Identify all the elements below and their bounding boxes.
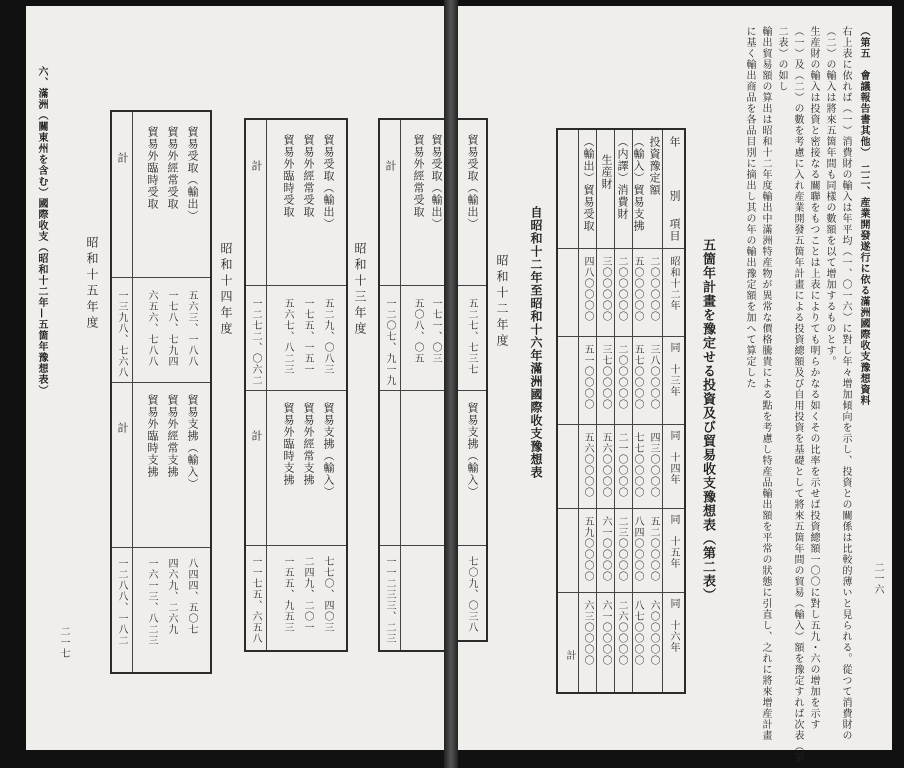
payment-value-1: 八四四、五〇七 — [186, 558, 197, 635]
cell-s15-investment: 五二〇〇〇〇 — [648, 516, 659, 582]
payment-value-2: 四六九、二六九 — [166, 558, 177, 635]
row-label-import: （輸入）貿易支拂 — [632, 136, 645, 232]
cell-s12-import: 五〇〇〇〇〇 — [632, 256, 643, 322]
cell-s12-export: 四八〇〇〇〇 — [582, 256, 593, 322]
cell-s13-investment: 三八〇〇〇〇 — [648, 344, 659, 410]
cell-s15-consumer: 二三〇〇〇〇 — [616, 516, 627, 582]
payment-label-1: 貿易支拂（輸入） — [322, 402, 335, 498]
cell-s13-consumer: 二〇〇〇〇〇 — [616, 344, 627, 410]
receipt-value: 五二七、七三七 — [466, 298, 477, 375]
cell-s14-investment: 四三〇〇〇〇 — [648, 432, 659, 498]
col-header-s14: 同 十四年 — [668, 430, 679, 485]
col-header-s13: 同 十三年 — [668, 342, 679, 397]
investment-trade-table — [556, 128, 686, 694]
receipt-total: 一三九八、七六八 — [116, 290, 127, 378]
payment-total-label: 計 — [250, 430, 263, 442]
col-header-s15: 同 十五年 — [668, 514, 679, 569]
corner-top: 年 — [668, 136, 681, 148]
paragraph-line-3: 生産財の輸入は投資と密接なる關聯をもつことは上表によりても明らかなる如くその比率を示せば投資總額一〇〇に對し五九・六の增加を示す — [808, 26, 819, 730]
cell-s16-producer: 六一〇〇〇〇 — [600, 600, 611, 666]
table-showa14 — [244, 118, 348, 652]
receipt-value-1: 五二九、〇八三 — [322, 298, 333, 375]
payment-label-2: 貿易外經常支拂 — [302, 402, 315, 486]
table-showa15 — [110, 110, 212, 674]
cell-s16-export: 六三〇〇〇〇 — [582, 600, 593, 666]
corner-bottom: 項目 — [668, 218, 681, 242]
cell-s14-export: 五六〇〇〇〇 — [582, 432, 593, 498]
paragraph-line-6: 輸出貿易額の算出は昭和十二年度輸出中滿洲特産物が異常な價格騰貴による點を考慮し特産品輸出額を平常の狀態に引直し、之れに將來增産計畫 — [760, 26, 771, 741]
cell-s13-import: 五七〇〇〇〇 — [632, 344, 643, 410]
receipt-label-2: 貿易外經常受取 — [166, 126, 179, 210]
paragraph-line-4: （一）及（二）の數を考慮に入れ産業開發五箇年計畫による投資總額及び自用投資を基礎として將來五箇年間の貿易（輸入）額を豫定すれば次表（第 — [792, 26, 803, 763]
payment-total: 一二八八、一八二 — [116, 558, 127, 646]
receipt-total-label: 計 — [116, 152, 129, 164]
payment-value-1: 七七〇、四〇三 — [322, 556, 333, 633]
corner-mid: 別 — [668, 190, 681, 202]
receipt-label-2: 貿易外經常受取 — [412, 134, 425, 218]
table-showa13 — [378, 118, 446, 652]
col-header-s16: 同 十六年 — [668, 598, 679, 653]
payment-label-3: 貿易外臨時支拂 — [146, 394, 159, 478]
cell-s15-import: 八四〇〇〇〇 — [632, 516, 643, 582]
receipt-value-3: 五六七、八二三 — [282, 298, 293, 375]
row-label-producer: 生産財 — [600, 154, 613, 190]
year-label-showa15: 昭和十五年度 — [85, 236, 99, 332]
paragraph-line-5: 二表）の如し — [776, 26, 787, 92]
table3-title: 自昭和十二年至昭和十六年滿洲國際收支豫想表 — [529, 206, 543, 479]
payment-label-2: 貿易外經常支拂 — [166, 394, 179, 478]
receipt-label-3: 貿易外臨時受取 — [146, 126, 159, 210]
cell-s14-consumer: 二一〇〇〇〇 — [616, 432, 627, 498]
receipt-value-1: 一七一、〇三 — [430, 298, 441, 364]
right-header: （第五 會議報告書其他） 二二、産業開發遂行に依る滿洲國際收支豫想資料 — [858, 26, 869, 406]
cell-s16-import: 八七〇〇〇〇 — [632, 600, 643, 666]
cell-s14-import: 七七〇〇〇〇 — [632, 432, 643, 498]
cell-s15-export: 五九〇〇〇〇 — [582, 516, 593, 582]
left-caption: 六、滿洲（關東州を含む）國際收支（昭和十二年—五箇年豫想表） — [36, 66, 47, 396]
payment-value-3: 一五五、九五三 — [282, 556, 293, 633]
row-label-investment: 投資豫定額 — [648, 136, 661, 196]
year-label-showa14: 昭和十四年度 — [219, 242, 233, 338]
cell-s16-investment: 六〇〇〇〇〇 — [648, 600, 659, 666]
receipt-total: 一二七二、〇六二 — [250, 298, 261, 386]
right-page — [458, 6, 892, 763]
cell-s13-producer: 三七〇〇〇〇 — [600, 344, 611, 410]
cell-s14-producer: 五六〇〇〇〇 — [600, 432, 611, 498]
year-label-showa13: 昭和十三年度 — [353, 242, 367, 338]
receipt-label: 貿易受取（輸出） — [466, 134, 479, 230]
col-header-s12: 昭和十二年 — [668, 256, 679, 311]
receipt-value-1: 五六三、一八八 — [186, 290, 197, 367]
receipt-total-label: 計 — [250, 160, 263, 172]
page-number-left: 二一七 — [58, 626, 69, 659]
receipt-label-2: 貿易外經常受取 — [302, 134, 315, 218]
receipt-label-1: 貿易受取（輸出） — [430, 134, 443, 230]
left-page — [26, 6, 444, 750]
payment-label: 貿易支拂（輸入） — [466, 402, 479, 498]
payment-total-label: 計 — [116, 422, 129, 434]
table3-year: 昭和十二年度 — [495, 254, 509, 350]
receipt-total-label: 計 — [384, 160, 397, 172]
receipt-label-1: 貿易受取（輸出） — [186, 126, 199, 222]
receipt-value-2: 一七五、一五一 — [302, 298, 313, 375]
payment-total: 一一二三三、二三 — [384, 556, 395, 644]
row-label-export: （輸出）貿易受取 — [582, 136, 595, 232]
payment-value: 七〇九、〇三八 — [466, 556, 477, 633]
page-number-right: 二一六 — [872, 562, 883, 595]
receipt-label-1: 貿易受取（輸出） — [322, 134, 335, 230]
receipt-value-3: 六五六、七八八 — [146, 290, 157, 367]
receipt-value-2: 五〇八、〇五 — [412, 298, 423, 364]
receipt-value-2: 一七八、七九四 — [166, 290, 177, 367]
table-showa12 — [458, 118, 488, 642]
paragraph-line-7: に基く輸出商品を各品目別に摘出し其の年の輸出豫定額を加へて算定した — [744, 26, 755, 389]
receipt-label-3: 貿易外臨時受取 — [282, 134, 295, 218]
paragraph-line-2: （二）の輸入は將來五箇年間も同樣の數額を以て增加するものとす。 — [824, 26, 835, 367]
payment-label-3: 貿易外臨時支拂 — [282, 402, 295, 486]
payment-total: 一一七五、六五八 — [250, 556, 261, 644]
book-spine — [444, 0, 458, 768]
receipt-total: 一二〇七、九一九 — [384, 298, 395, 386]
cell-s12-producer: 三〇〇〇〇〇 — [600, 256, 611, 322]
cell-s12-investment: 二〇〇〇〇〇 — [648, 256, 659, 322]
cell-s13-export: 五一〇〇〇〇 — [582, 344, 593, 410]
payment-value-3: 一六一三、八二三 — [146, 558, 157, 646]
cell-s12-consumer: 二〇〇〇〇〇 — [616, 256, 627, 322]
section-title: 五箇年計畫を豫定せる投資及び貿易收支豫想表（第二表） — [700, 238, 715, 602]
cell-s15-producer: 六一〇〇〇〇 — [600, 516, 611, 582]
col-header-total: 計 — [564, 650, 575, 661]
payment-label-1: 貿易支拂（輸入） — [186, 394, 199, 490]
payment-value-2: 二四九、二〇一 — [302, 556, 313, 633]
cell-s16-consumer: 二六〇〇〇〇 — [616, 600, 627, 666]
row-label-consumer: （内譯）消費財 — [616, 136, 629, 220]
paragraph-line-1: 右上表に依れば（一）消費財の輸入は年平均（一、〇一六）に對し年々增加傾向を示し、投資との關係は比較的薄いと見られる。從つて消費財の — [840, 26, 851, 741]
